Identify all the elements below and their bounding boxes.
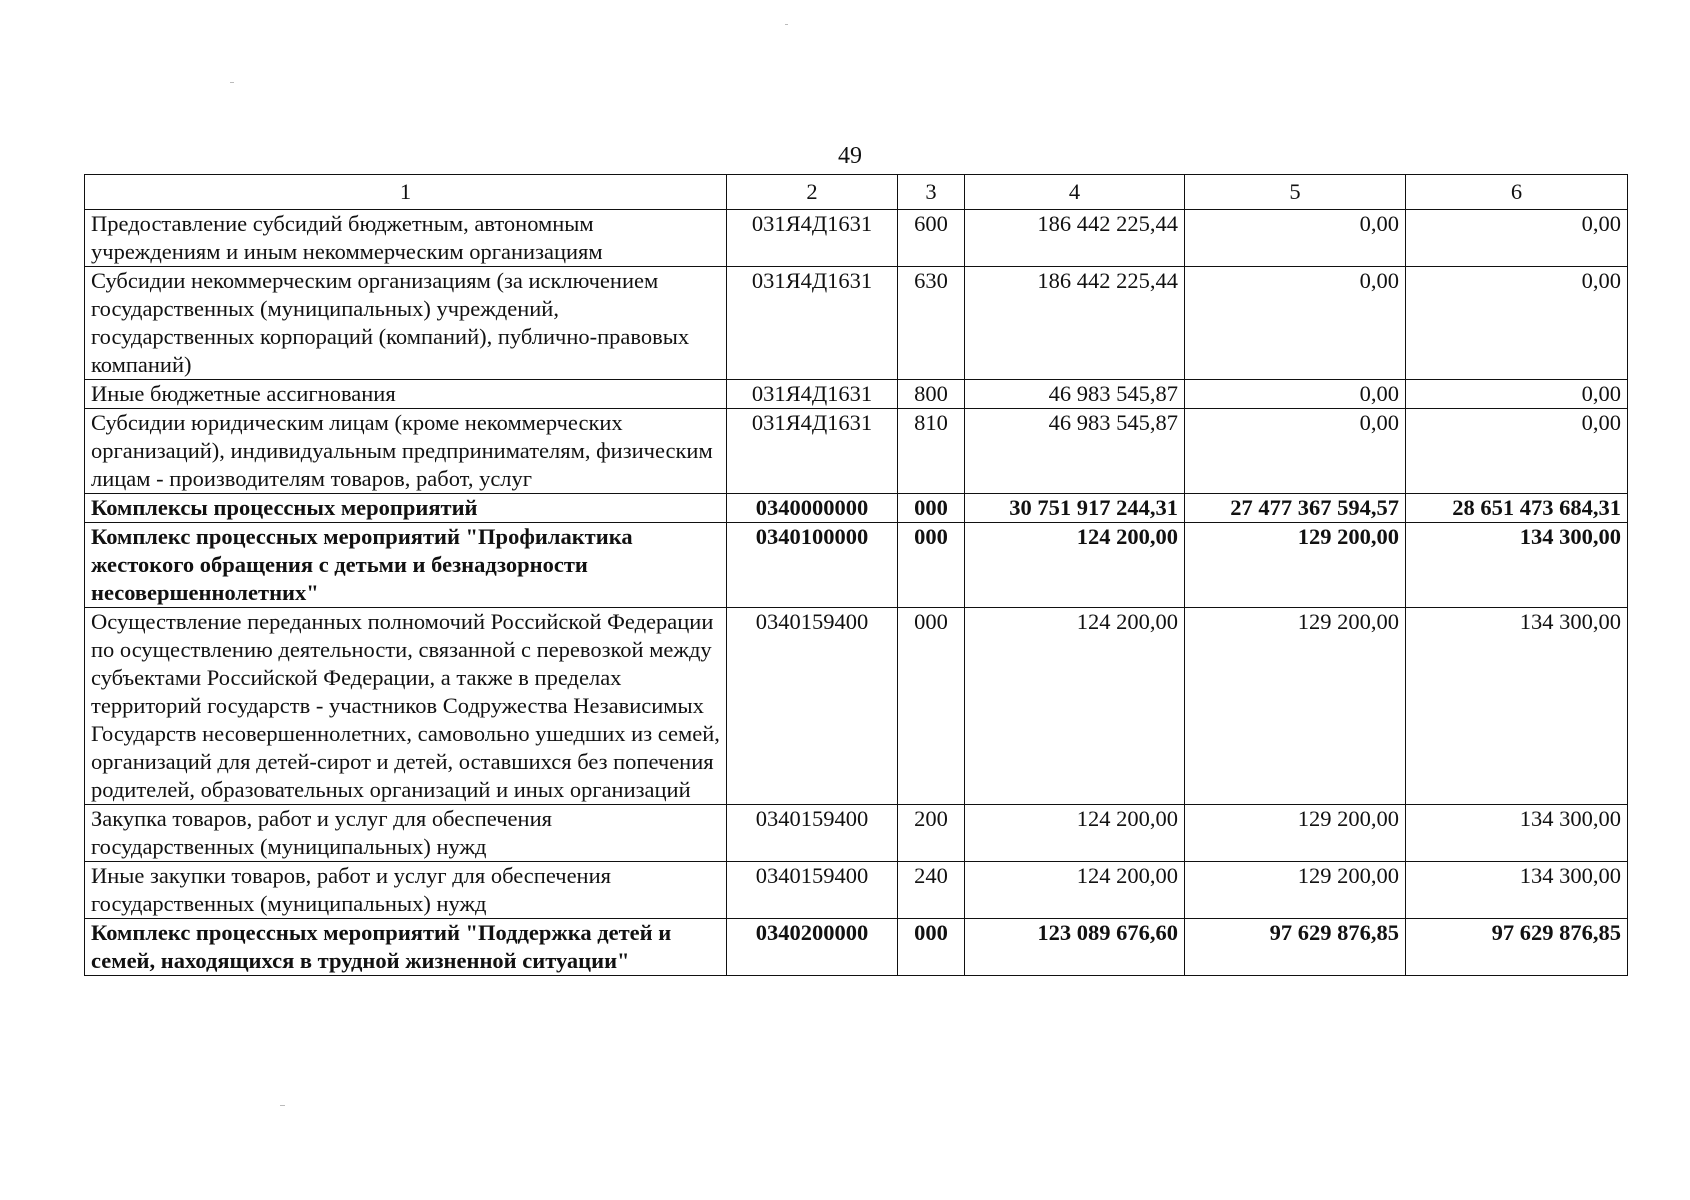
row-value-col6-cell: 97 629 876,85 bbox=[1406, 919, 1628, 976]
row-code-cell: 031Я4Д1631 bbox=[727, 380, 898, 409]
column-header: 4 bbox=[965, 175, 1185, 210]
table-row bbox=[85, 409, 1628, 494]
row-value-col6-cell: 28 651 473 684,31 bbox=[1406, 494, 1628, 523]
row-value-col5-cell: 129 200,00 bbox=[1185, 805, 1406, 862]
row-type-cell: 000 bbox=[898, 523, 965, 608]
row-value-col6-cell: 134 300,00 bbox=[1406, 805, 1628, 862]
row-value-col5-cell: 27 477 367 594,57 bbox=[1185, 494, 1406, 523]
row-name-cell: Комплексы процессных мероприятий bbox=[85, 494, 727, 523]
row-value-col4-cell: 30 751 917 244,31 bbox=[965, 494, 1185, 523]
row-value-col4-cell: 186 442 225,44 bbox=[965, 210, 1185, 267]
row-code-cell: 0340200000 bbox=[727, 919, 898, 976]
row-value-col5-cell: 129 200,00 bbox=[1185, 523, 1406, 608]
row-value-col6-cell: 134 300,00 bbox=[1406, 608, 1628, 805]
row-code-cell: 0340100000 bbox=[727, 523, 898, 608]
table-row bbox=[85, 494, 1628, 523]
row-value-col4-cell: 123 089 676,60 bbox=[965, 919, 1185, 976]
row-value-col5-cell: 97 629 876,85 bbox=[1185, 919, 1406, 976]
column-number-row bbox=[85, 175, 1628, 210]
row-value-col4-cell: 46 983 545,87 bbox=[965, 409, 1185, 494]
row-type-cell: 000 bbox=[898, 494, 965, 523]
row-name-cell: Иные бюджетные ассигнования bbox=[85, 380, 727, 409]
row-type-cell: 600 bbox=[898, 210, 965, 267]
column-header: 1 bbox=[85, 175, 727, 210]
column-header: 3 bbox=[898, 175, 965, 210]
table-row bbox=[85, 267, 1628, 380]
row-name-cell: Субсидии некоммерческим организациям (за исключением государственных (муниципальных) учреждений, государственных корпораций (компаний), публично-правовых компаний) bbox=[85, 267, 727, 380]
row-value-col5-cell: 0,00 bbox=[1185, 380, 1406, 409]
row-type-cell: 200 bbox=[898, 805, 965, 862]
row-name-cell: Иные закупки товаров, работ и услуг для обеспечения государственных (муниципальных) нужд bbox=[85, 862, 727, 919]
row-value-col5-cell: 0,00 bbox=[1185, 210, 1406, 267]
row-code-cell: 0340159400 bbox=[727, 608, 898, 805]
row-code-cell: 0340159400 bbox=[727, 862, 898, 919]
row-value-col6-cell: 134 300,00 bbox=[1406, 523, 1628, 608]
row-type-cell: 630 bbox=[898, 267, 965, 380]
row-name-cell: Закупка товаров, работ и услуг для обеспечения государственных (муниципальных) нужд bbox=[85, 805, 727, 862]
row-value-col4-cell: 46 983 545,87 bbox=[965, 380, 1185, 409]
scan-speck bbox=[785, 24, 788, 25]
row-value-col5-cell: 129 200,00 bbox=[1185, 862, 1406, 919]
row-value-col4-cell: 124 200,00 bbox=[965, 523, 1185, 608]
row-value-col5-cell: 0,00 bbox=[1185, 409, 1406, 494]
table-row bbox=[85, 380, 1628, 409]
row-value-col6-cell: 0,00 bbox=[1406, 409, 1628, 494]
table-header bbox=[85, 175, 1628, 210]
scan-speck bbox=[230, 82, 234, 83]
row-name-cell: Субсидии юридическим лицам (кроме некоммерческих организаций), индивидуальным предпринимателям, физическим лицам - производителям товаров, работ, услуг bbox=[85, 409, 727, 494]
row-type-cell: 810 bbox=[898, 409, 965, 494]
row-value-col6-cell: 134 300,00 bbox=[1406, 862, 1628, 919]
row-value-col6-cell: 0,00 bbox=[1406, 210, 1628, 267]
row-type-cell: 000 bbox=[898, 919, 965, 976]
row-code-cell: 0340000000 bbox=[727, 494, 898, 523]
table-row bbox=[85, 523, 1628, 608]
budget-table bbox=[84, 174, 1628, 976]
row-code-cell: 0340159400 bbox=[727, 805, 898, 862]
row-type-cell: 000 bbox=[898, 608, 965, 805]
table-row bbox=[85, 919, 1628, 976]
row-value-col6-cell: 0,00 bbox=[1406, 267, 1628, 380]
table-row bbox=[85, 805, 1628, 862]
row-value-col5-cell: 129 200,00 bbox=[1185, 608, 1406, 805]
table-row bbox=[85, 862, 1628, 919]
row-value-col6-cell: 0,00 bbox=[1406, 380, 1628, 409]
page-number: 49 bbox=[838, 143, 862, 169]
row-value-col4-cell: 124 200,00 bbox=[965, 862, 1185, 919]
table-row bbox=[85, 608, 1628, 805]
row-code-cell: 031Я4Д1631 bbox=[727, 267, 898, 380]
row-value-col4-cell: 186 442 225,44 bbox=[965, 267, 1185, 380]
column-header: 6 bbox=[1406, 175, 1628, 210]
row-value-col4-cell: 124 200,00 bbox=[965, 805, 1185, 862]
row-type-cell: 240 bbox=[898, 862, 965, 919]
table-row bbox=[85, 210, 1628, 267]
row-name-cell: Комплекс процессных мероприятий "Поддержка детей и семей, находящихся в трудной жизненной ситуации" bbox=[85, 919, 727, 976]
column-header: 2 bbox=[727, 175, 898, 210]
row-name-cell: Комплекс процессных мероприятий "Профилактика жестокого обращения с детьми и безнадзорности несовершеннолетних" bbox=[85, 523, 727, 608]
row-code-cell: 031Я4Д1631 bbox=[727, 409, 898, 494]
row-name-cell: Осуществление переданных полномочий Российской Федерации по осуществлению деятельности, связанной с перевозкой между субъектами Российской Федерации, а также в пределах территорий государств - участников Содружества Независимых Государств несовершеннолетних, самовольно ушедших из семей, организаций для детей-сирот и детей, оставшихся без попечения родителей, образовательных организаций и иных организаций bbox=[85, 608, 727, 805]
row-type-cell: 800 bbox=[898, 380, 965, 409]
table-body bbox=[85, 210, 1628, 976]
row-value-col5-cell: 0,00 bbox=[1185, 267, 1406, 380]
column-header: 5 bbox=[1185, 175, 1406, 210]
row-value-col4-cell: 124 200,00 bbox=[965, 608, 1185, 805]
row-code-cell: 031Я4Д1631 bbox=[727, 210, 898, 267]
scan-speck bbox=[280, 1105, 285, 1106]
row-name-cell: Предоставление субсидий бюджетным, автономным учреждениям и иным некоммерческим организациям bbox=[85, 210, 727, 267]
